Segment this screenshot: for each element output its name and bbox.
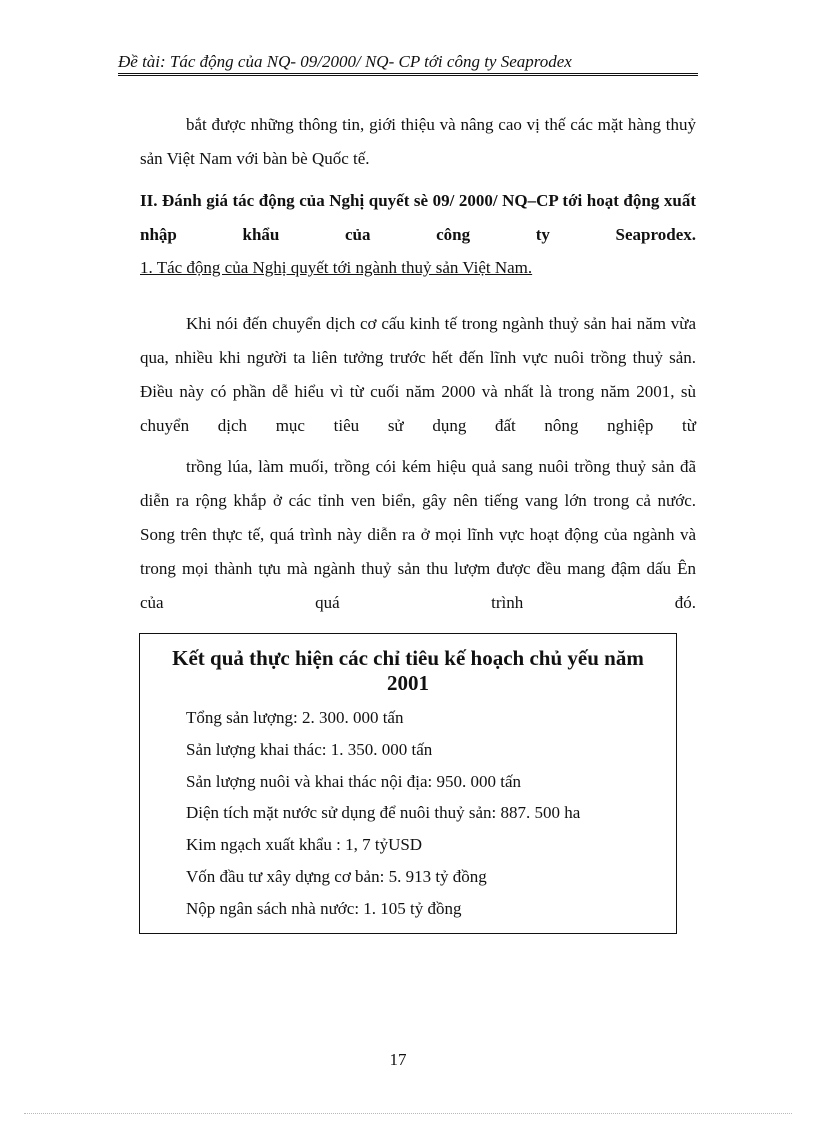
page-number: 17 [389, 1050, 407, 1069]
results-item-capital-investment: Vốn đầu tư xây dựng cơ bản: 5. 913 tỷ đồng [186, 866, 487, 886]
results-item-catch-output: Sản lượng khai thác: 1. 350. 000 tấn [186, 739, 433, 759]
paragraph-coastal-provinces: trồng lúa, làm muối, trồng cói kém hiệu quả sang nuôi trồng thuỷ sản đã diễn ra rộng khắp ở các tỉnh ven biển, gây nên tiếng vang lớn trong cả nước. Song trên thực tế, quá trình này diễn ra ở mọi lĩnh vực hoạt động của ngành và trong mọi thành tựu mà ngành thuỷ sản thu lượm được đều mang đậm dấu Ên của quá trình đó. [140, 457, 696, 612]
section-2-heading: II. Đánh giá tác động của Nghị quyết sè 09/ 2000/ NQ–CP tới hoạt động xuất nhập khẩu của công ty Seaprodex. [140, 191, 696, 244]
results-item-state-budget: Nộp ngân sách nhà nước: 1. 105 tỷ đồng [186, 898, 462, 918]
results-item-export-value: Kim ngạch xuất khẩu : 1, 7 tỷUSD [186, 835, 423, 855]
results-2001-box [139, 633, 677, 934]
page-bottom-divider [24, 1113, 792, 1114]
results-item-total-output: Tổng sản lượng: 2. 300. 000 tấn [186, 708, 404, 727]
results-list [186, 702, 580, 925]
results-item-aquaculture-area: Diện tích mặt nước sử dụng để nuôi thuỷ sản: 887. 500 ha [186, 803, 581, 823]
subsection-1-heading: 1. Tác động của Nghị quyết tới ngành thuỷ sản Việt Nam. [140, 258, 533, 277]
paragraph-restructuring: Khi nói đến chuyển dịch cơ cấu kinh tế trong ngành thuỷ sản hai năm vừa qua, nhiều khi người ta liên tưởng trước hết đến lĩnh vực nuôi trồng thuỷ sản. Điều này có phần dễ hiểu vì từ cuối năm 2000 và nhất là trong năm 2001, sù chuyển dịch mục tiêu sử dụng đất nông nghiệp từ [140, 314, 696, 435]
page-header-title: Đề tài: Tác động của NQ- 09/2000/ NQ- CP tới công ty Seaprodex [118, 52, 698, 76]
results-box-title: Kết quả thực hiện các chỉ tiêu kế hoạch chủ yếu năm 2001 [172, 646, 644, 695]
results-item-inland-output: Sản lượng nuôi và khai thác nội địa: 950. 000 tấn [186, 771, 522, 791]
paragraph-intro-continuation: bắt được những thông tin, giới thiệu và nâng cao vị thế các mặt hàng thuỷ sản Việt Nam với bàn bè Quốc tế. [140, 115, 696, 168]
